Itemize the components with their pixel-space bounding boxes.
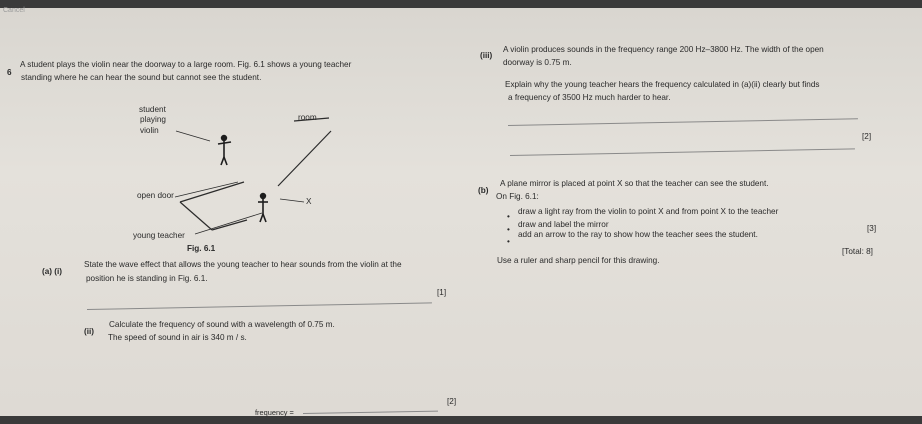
teacher-figure-icon — [258, 194, 268, 222]
part-b-line-1: A plane mirror is placed at point X so that the teacher can see the student. — [500, 179, 769, 188]
label-open-door: open door — [137, 191, 174, 200]
part-b-instruction: Use a ruler and sharp pencil for this drawing. — [497, 256, 660, 265]
part-b-bullet-3: add an arrow to the ray to show how the teacher sees the student. — [518, 230, 758, 239]
question-total: [Total: 8] — [842, 247, 873, 256]
question-number: 6 — [7, 68, 12, 77]
door-line — [180, 202, 212, 230]
part-a-i-label: (a) (i) — [42, 267, 63, 276]
part-b-marks: [3] — [867, 224, 877, 233]
wall-lower — [212, 220, 247, 230]
part-a-ii-marks: [2] — [447, 397, 457, 406]
bullet-1-dot: • — [507, 212, 510, 221]
label-violin: violin — [140, 126, 159, 135]
label-point-x: X — [306, 197, 312, 206]
room-wall — [278, 131, 331, 186]
label-playing: playing — [140, 115, 166, 124]
part-a-ii-line-2: The speed of sound in air is 340 m / s. — [108, 333, 247, 342]
student-figure-icon — [218, 136, 231, 165]
intro-line-1: A student plays the violin near the doorway to a large room. Fig. 6.1 shows a young teacher — [20, 60, 352, 69]
figure-6-1 — [0, 8, 922, 424]
label-student: student — [139, 105, 166, 114]
part-a-ii-label: (ii) — [84, 327, 95, 336]
student-leader-line — [176, 131, 210, 141]
part-a-iii-line-1: A violin produces sounds in the frequency range 200 Hz–3800 Hz. The width of the open — [503, 45, 824, 54]
corner-text: Cancel — [3, 7, 25, 14]
part-a-ii-line-1: Calculate the frequency of sound with a wavelength of 0.75 m. — [109, 320, 335, 329]
part-b-bullet-2: draw and label the mirror — [518, 220, 609, 229]
wall-upper — [180, 182, 244, 202]
intro-line-2: standing where he can hear the sound but cannot see the student. — [21, 73, 262, 82]
part-b-line-2: On Fig. 6.1: — [496, 192, 539, 201]
part-a-iii-line-2: doorway is 0.75 m. — [503, 58, 572, 67]
x-leader-line — [280, 199, 304, 202]
frequency-answer-label: frequency = — [255, 408, 294, 417]
part-a-iii-marks: [2] — [862, 132, 872, 141]
part-a-iii-line-4: a frequency of 3500 Hz much harder to hear. — [508, 93, 671, 102]
door-leader-line — [175, 182, 238, 197]
exam-page — [0, 8, 922, 416]
bullet-2-dot: • — [507, 225, 510, 234]
part-a-i-line-2: position he is standing in Fig. 6.1. — [86, 274, 208, 283]
part-a-iii-label: (iii) — [480, 51, 493, 60]
part-b-bullet-1: draw a light ray from the violin to point X and from point X to the teacher — [518, 207, 779, 216]
part-a-i-marks: [1] — [437, 288, 447, 297]
part-a-iii-line-3: Explain why the young teacher hears the frequency calculated in (a)(ii) clearly but finds — [505, 80, 820, 89]
part-b-label: (b) — [478, 186, 489, 195]
bullet-3-dot: • — [507, 237, 510, 246]
label-room: room — [298, 113, 317, 122]
figure-caption: Fig. 6.1 — [187, 244, 216, 253]
part-a-i-line-1: State the wave effect that allows the young teacher to hear sounds from the violin at the — [84, 260, 402, 269]
label-young-teacher: young teacher — [133, 231, 185, 240]
